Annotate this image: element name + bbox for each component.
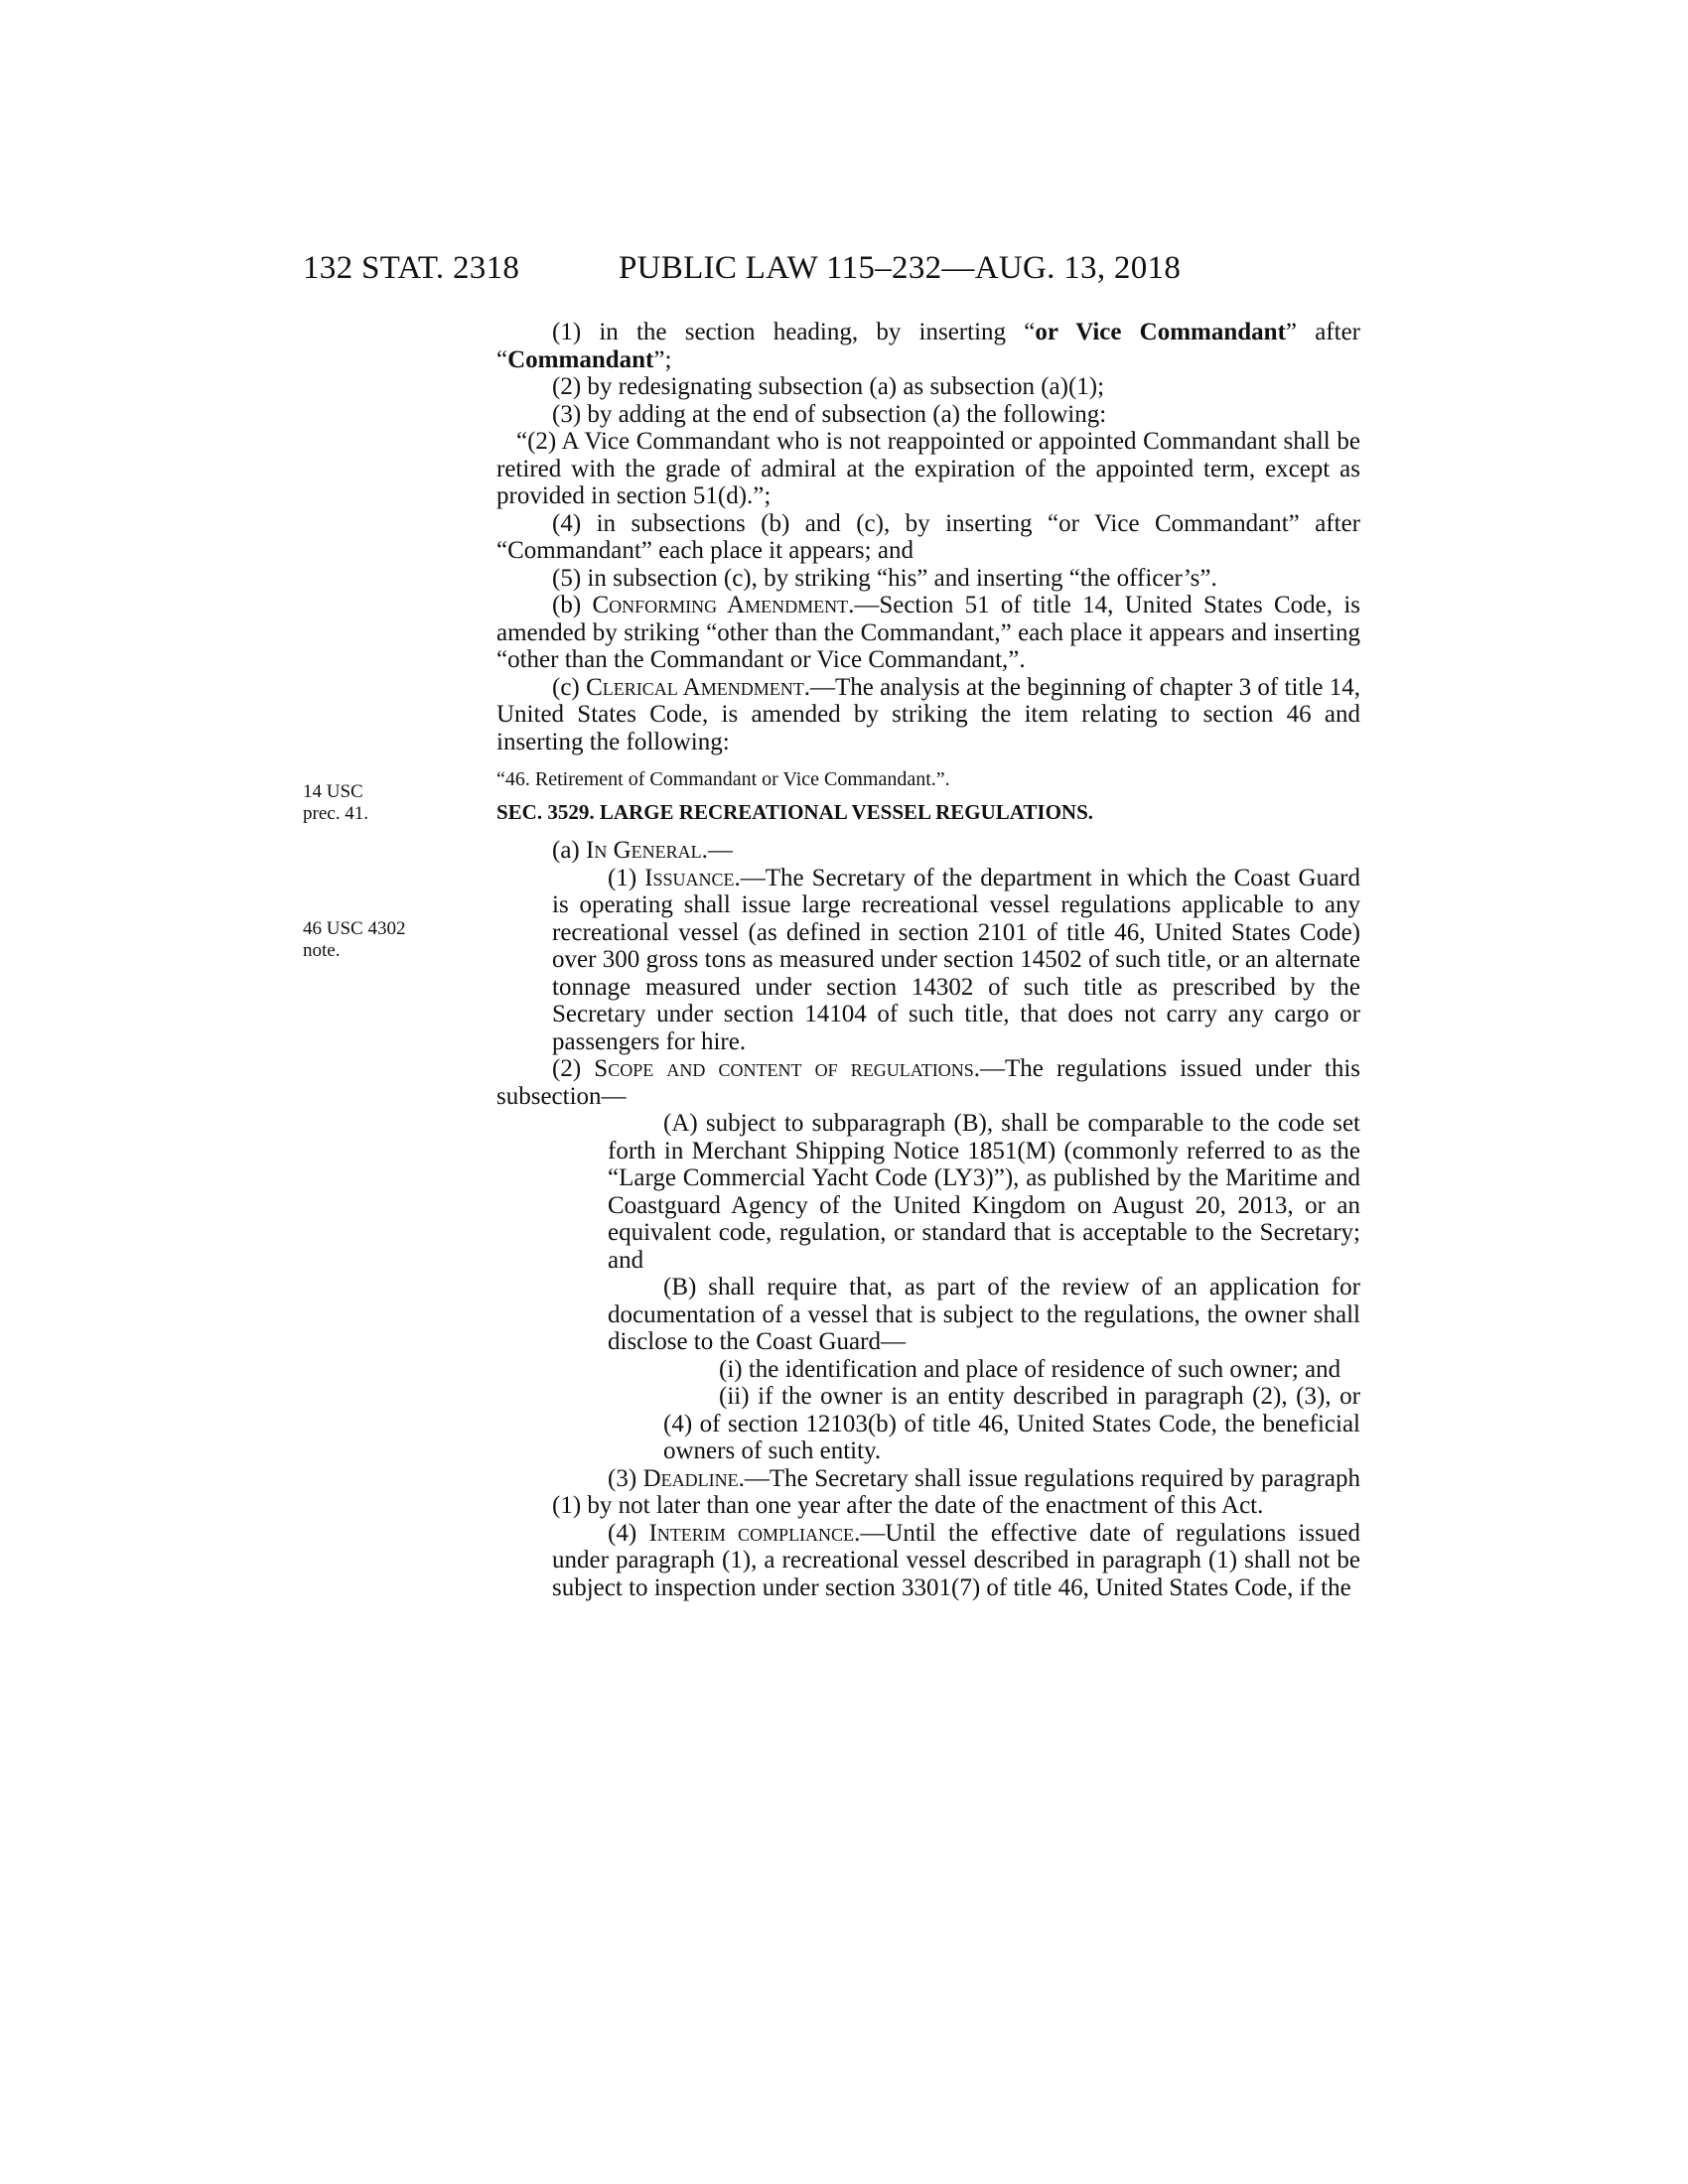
subsection-b: (b) Conforming Amendment.—Section 51 of title 14, United States Code, is amended by striking “other than the Commandant,” each place it appears and inserting “other than the Commandant or Vice Commandant,”. [496, 592, 1360, 673]
amendment-item-5: (5) in subsection (c), by striking “his” and inserting “the officer’s”. [552, 564, 1217, 592]
margin-note-46-usc [303, 918, 405, 962]
public-law-title: PUBLIC LAW 115–232—AUG. 13, 2018 [619, 250, 1182, 286]
subsection-heading: In General [586, 837, 702, 864]
margin-note-line: note. [303, 940, 341, 961]
clause-i: (i) the identification and place of residence of such owner; and [719, 1355, 1341, 1383]
paragraph-a1: (1) Issuance.—The Secretary of the department in which the Coast Guard is operating shall issue large recreational vessel regulations applicable to any recreational vessel (as defined in section 2101 of title 46, United States Code) over 300 gross tons as measured under section 14502 of such title, or an alternate tonnage measured under section 14302 of such title as prescribed by the Secretary under section 14104 of such title, that does not carry any cargo or passengers for hire. [552, 864, 1361, 1055]
amendment-item-4: (4) in subsections (b) and (c), by inserting “or Vice Commandant” after “Commandant” each place it appears; and [496, 509, 1360, 564]
section-heading: SEC. 3529. LARGE RECREATIONAL VESSEL REGULATIONS. [496, 800, 1093, 824]
subsection-heading: Clerical Amendment [586, 673, 804, 701]
amendment-item-1: (1) in the section heading, by inserting “or Vice Commandant” after “Commandant”; [496, 319, 1360, 373]
paragraph-heading: Interim compliance [648, 1519, 855, 1547]
margin-note-line: prec. 41. [303, 803, 368, 824]
quoted-text: “(2) A Vice Commandant who is not reappointed or appointed Commandant shall be retired with the grade of admiral at the expiration of the appointed term, except as provided in section 51(d).”; [496, 428, 1360, 509]
paragraph-a2: (2) Scope and content of regulations.—The regulations issued under this subsection— [496, 1055, 1361, 1110]
margin-note-line: 46 USC 4302 [303, 918, 406, 939]
paragraph-heading: Scope and content of regulations [594, 1055, 974, 1082]
subsection-heading: Conforming Amendment [592, 592, 849, 618]
margin-note-14-usc [303, 781, 368, 825]
margin-note-line: 14 USC [303, 781, 363, 802]
subparagraph-A: (A) subject to subparagraph (B), shall be comparable to the code set forth in Merchant Shipping Notice 1851(M) (commonly referred to as the “Large Commercial Yacht Code (LY3)”), as published by the Maritime and Coastguard Agency of the United Kingdom on August 20, 2013, or an equivalent code, regulation, or standard that is acceptable to the Secretary; and [608, 1110, 1360, 1274]
amendment-item-2: (2) by redesignating subsection (a) as subsection (a)(1); [552, 373, 1105, 400]
stat-page-number: 132 STAT. 2318 [303, 250, 520, 286]
subsection-a: (a) In General.— [552, 837, 733, 864]
amendment-item-3: (3) by adding at the end of subsection (a) the following: [552, 400, 1107, 428]
analysis-item: “46. Retirement of Commandant or Vice Commandant.”. [496, 768, 950, 790]
document-body [496, 319, 1360, 1601]
subparagraph-B: (B) shall require that, as part of the review of an application for documentation of a vessel that is subject to the regulations, the owner shall disclose to the Coast Guard— [608, 1274, 1360, 1355]
paragraph-heading: Issuance [644, 864, 735, 891]
subsection-c: (c) Clerical Amendment.—The analysis at the beginning of chapter 3 of title 14, United States Code, is amended by striking the item relating to section 46 and inserting the following: [496, 673, 1360, 755]
paragraph-a3: (3) Deadline.—The Secretary shall issue regulations required by paragraph (1) by not later than one year after the date of the enactment of this Act. [552, 1464, 1360, 1519]
paragraph-heading: Deadline [642, 1464, 739, 1492]
paragraph-a4: (4) Interim compliance.—Until the effective date of regulations issued under paragraph (1), a recreational vessel described in paragraph (1) shall not be subject to inspection under section 3301(7) of title 46, United States Code, if the [552, 1519, 1360, 1601]
clause-ii: (ii) if the owner is an entity described in paragraph (2), (3), or (4) of section 12103(b) of title 46, United States Code, the beneficial owners of such entity. [663, 1383, 1360, 1464]
